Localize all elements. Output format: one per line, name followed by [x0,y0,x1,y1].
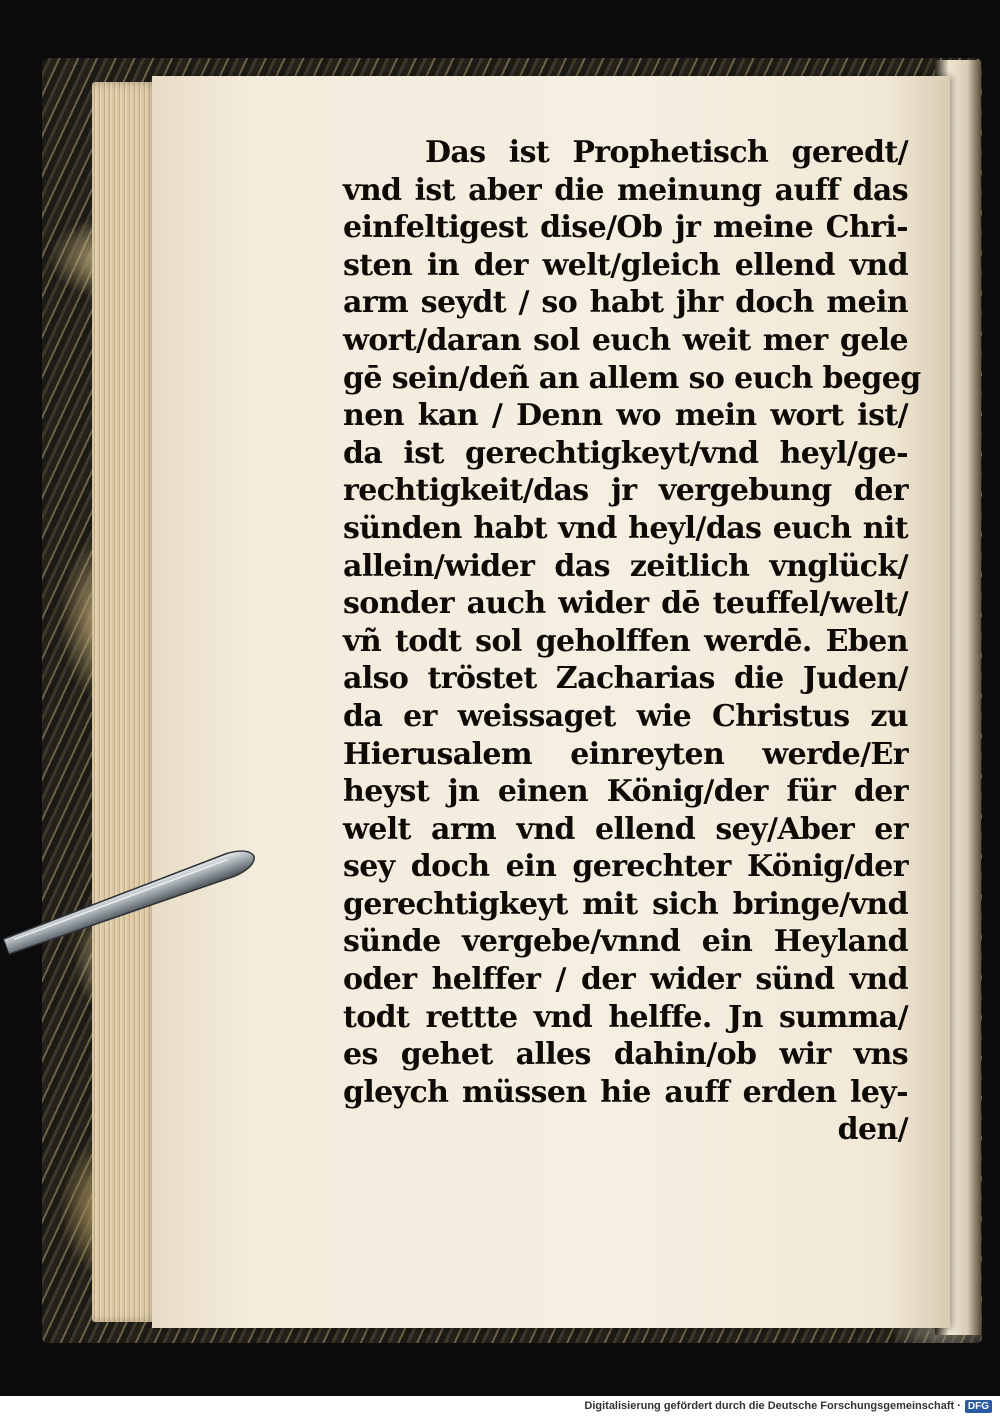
text-line: es gehet alles dahin/ob wir vns [343,1037,908,1073]
catchword: den/ [837,1112,908,1148]
text-line: rechtigkeit/das jr vergebung der [343,473,908,509]
text-line: arm seydt / so habt jhr doch mein [343,285,908,321]
text-line: sünden habt vnd heyl/das euch nit [343,510,908,546]
text-line: da er weissaget wie Christus zu [343,698,908,734]
text-line: allein/wider das zeitlich vnglück/ [343,548,908,584]
text-line: gleych müssen hie auff erden ley- [343,1074,908,1110]
text-line: nen kan / Denn wo mein wort ist/ [343,398,908,434]
dfg-logo-icon: DFG [965,1400,992,1413]
text-line: heyst jn einen König/der für der [343,774,908,810]
text-line: welt arm vnd ellend sey/Aber er [343,811,908,847]
text-line: Das ist Prophetisch geredt/ [425,135,908,170]
text-line: sünde vergebe/vnnd ein Heyland [343,924,908,960]
text-line: sten in der welt/gleich ellend vnd [343,247,908,283]
text-line: todt rettte vnd helffe. Jn summa/ [343,999,908,1035]
text-line: gē sein/deñ an allem so euch begeg [343,360,921,396]
text-line: vnd ist aber die meinung auff das [343,172,908,208]
text-line: vñ todt sol geholffen werdē. Eben [343,623,908,659]
text-line: einfeltigest dise/Ob jr meine Chri- [343,210,908,246]
text-line: also tröstet Zacharias die Juden/ [343,661,908,697]
text-line: da ist gerechtigkeyt/vnd heyl/ge- [343,435,908,471]
digitization-footer [0,1396,1000,1416]
text-line: oder helffer / der wider sünd vnd [343,962,908,998]
page-text [343,134,921,1149]
text-line: sey doch ein gerechter König/der [343,849,908,885]
funding-credit: Digitalisierung gefördert durch die Deutsche Forschungsgemeinschaft · [584,1400,961,1412]
text-line: wort/daran sol euch weit mer gele [343,322,908,358]
text-line: gerechtigkeyt mit sich bringe/vnd [343,886,908,922]
text-line: sonder auch wider dē teuffel/welt/ [343,586,908,622]
text-line: Hierusalem einreyten werde/Er [343,736,908,772]
